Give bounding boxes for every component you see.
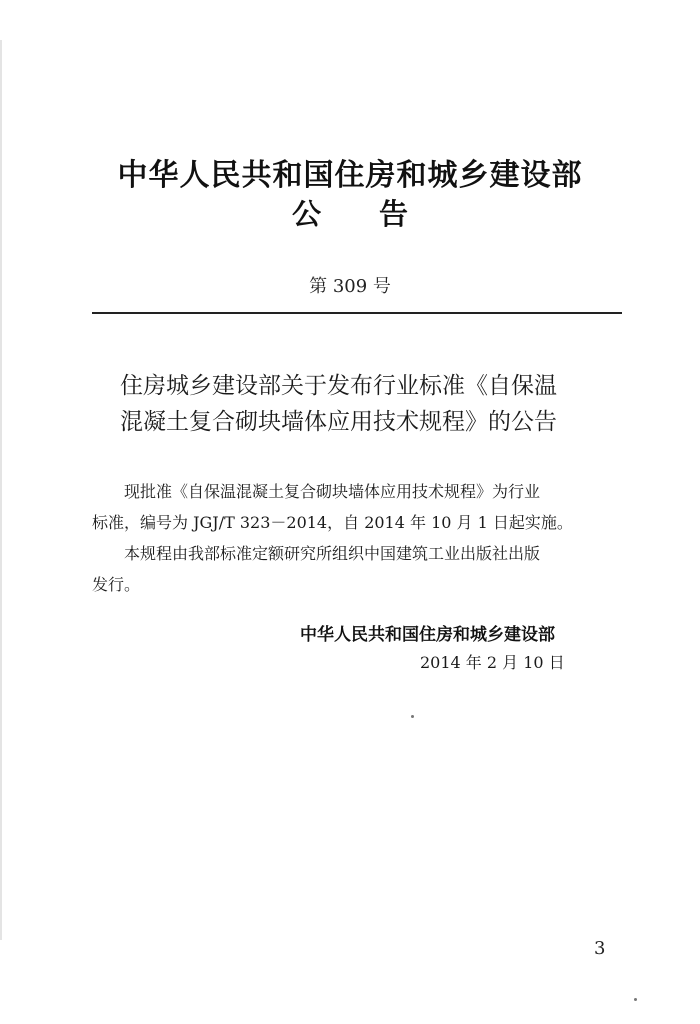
- paragraph-1-line: 标准，编号为 JGJ/T 323－2014，自 2014 年 10 月 1 日起实施。: [92, 513, 573, 532]
- document-number: 第 309 号: [309, 276, 391, 297]
- notice-body: [92, 476, 632, 600]
- notice-title: [120, 368, 640, 440]
- header-divider: [92, 312, 622, 314]
- paragraph-2-line: 本规程由我部标准定额研究所组织中国建筑工业出版社出版: [124, 544, 541, 563]
- paragraph-2-line: 发行。: [92, 575, 141, 594]
- document-type-heading: 公 告: [291, 197, 408, 231]
- ministry-header: 中华人民共和国住房和城乡建设部: [117, 158, 583, 193]
- page-number: 3: [594, 938, 606, 959]
- signature-date: 2014 年 2 月 10 日: [420, 653, 565, 672]
- paragraph-1-line: 现批准《自保温混凝土复合砌块墙体应用技术规程》为行业: [124, 482, 541, 501]
- notice-title-line: 住房城乡建设部关于发布行业标准《自保温: [120, 373, 557, 399]
- scan-speck: [411, 715, 414, 718]
- signature-organization: 中华人民共和国住房和城乡建设部: [300, 625, 555, 645]
- notice-title-line: 混凝土复合砌块墙体应用技术规程》的公告: [120, 409, 557, 435]
- scan-speck: [634, 998, 637, 1001]
